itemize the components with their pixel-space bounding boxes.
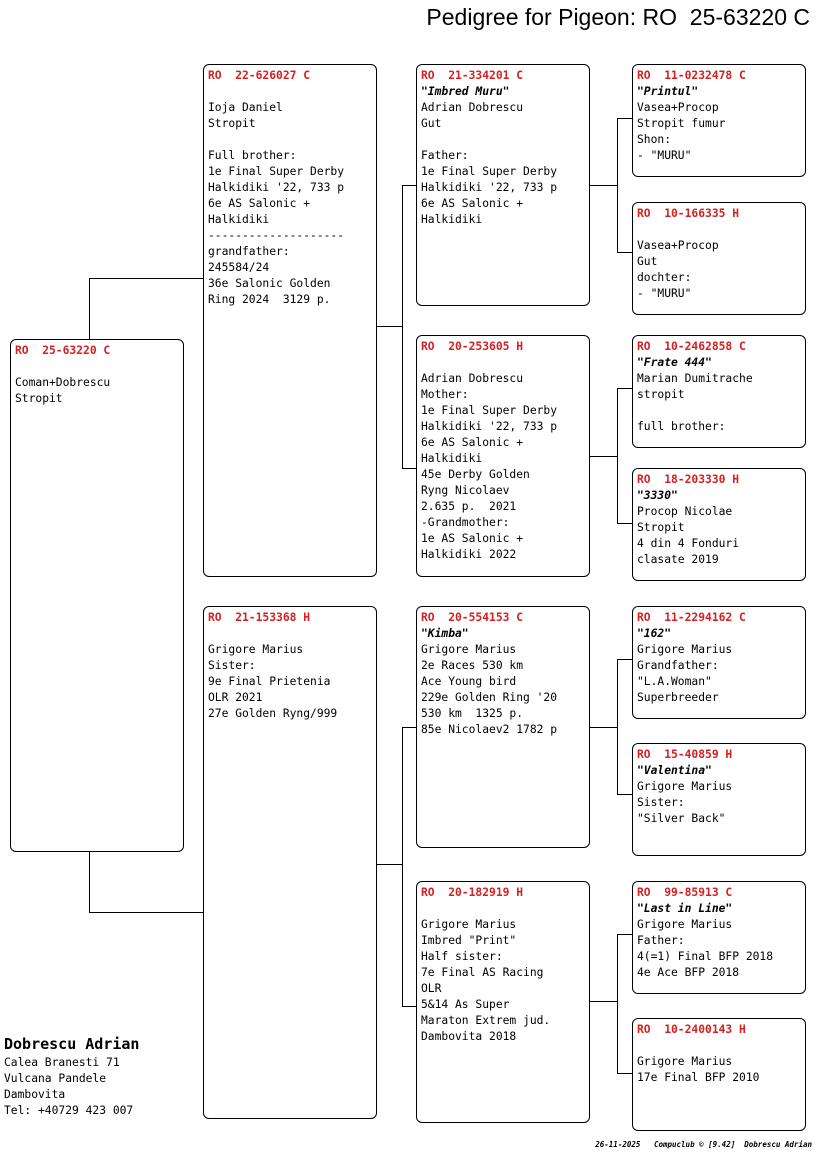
pedigree-info-line: - "MURU" bbox=[637, 149, 692, 162]
connector-line bbox=[617, 388, 633, 389]
pigeon-card-fmf[interactable] bbox=[632, 335, 806, 448]
connector-line bbox=[402, 727, 403, 1006]
pigeon-card-mmf[interactable] bbox=[632, 881, 806, 994]
pedigree-info-line bbox=[208, 84, 372, 100]
pedigree-info-line: Imbred "Print" bbox=[421, 934, 517, 947]
pedigree-info-line: Gut bbox=[421, 117, 442, 130]
connector-line bbox=[589, 727, 617, 728]
ring-number: RO 20-554153 C bbox=[421, 611, 524, 624]
connector-line bbox=[89, 852, 90, 912]
pedigree-info-line: Halkidiki bbox=[208, 213, 270, 226]
pedigree-info-line: OLR bbox=[421, 982, 442, 995]
pedigree-info-line: Ace Young bird bbox=[421, 675, 517, 688]
connector-line bbox=[402, 727, 417, 728]
pedigree-info-line: Halkidiki '22, 733 p bbox=[421, 420, 558, 433]
pedigree-info-line: clasate 2019 bbox=[637, 553, 719, 566]
pedigree-info-line: Marian Dumitrache bbox=[637, 372, 753, 385]
pedigree-info-line: 9e Final Prietenia bbox=[208, 675, 331, 688]
pedigree-info-line: Mother: bbox=[421, 388, 469, 401]
footer-credit: 26-11-2025 Compuclub © [9.42] Dobrescu Adrian bbox=[595, 1140, 812, 1149]
pedigree-info-line: Half sister: bbox=[421, 950, 503, 963]
ring-number: RO 10-166335 H bbox=[637, 207, 740, 220]
pedigree-info-line: Adrian Dobrescu bbox=[421, 372, 524, 385]
pedigree-info-line: Grigore Marius bbox=[637, 643, 733, 656]
connector-line bbox=[617, 659, 633, 660]
pedigree-info-line: Gut bbox=[637, 255, 658, 268]
pigeon-card-ffm[interactable] bbox=[632, 202, 806, 315]
connector-line bbox=[617, 523, 633, 524]
connector-line bbox=[402, 1006, 417, 1007]
pedigree-info-line: Stropit bbox=[15, 392, 63, 405]
pedigree-info-line: - "MURU" bbox=[637, 287, 692, 300]
pedigree-info-line bbox=[637, 222, 801, 238]
pedigree-info-line: Grigore Marius bbox=[637, 918, 733, 931]
ring-number: RO 21-153368 H bbox=[208, 611, 311, 624]
pedigree-info-line: 45e Derby Golden bbox=[421, 468, 530, 481]
connector-line bbox=[402, 185, 417, 186]
pedigree-info-line: 85e Nicolaev2 1782 p bbox=[421, 723, 558, 736]
pedigree-info-line: 36e Salonic Golden bbox=[208, 277, 331, 290]
pedigree-info-line bbox=[421, 901, 585, 917]
pigeon-card-fmm[interactable] bbox=[632, 468, 806, 581]
pedigree-info-line bbox=[208, 626, 372, 642]
ring-number: RO 18-203330 H bbox=[637, 473, 740, 486]
pigeon-card-mother-mother[interactable] bbox=[416, 881, 590, 1123]
pigeon-card-mmm[interactable] bbox=[632, 1018, 806, 1131]
connector-line bbox=[617, 934, 633, 935]
page-title: Pedigree for Pigeon: RO 25-63220 C bbox=[426, 4, 810, 30]
pedigree-info-line: Grigore Marius bbox=[421, 643, 517, 656]
pedigree-info-line: Stropit fumur bbox=[637, 117, 726, 130]
ring-number: RO 99-85913 C bbox=[637, 886, 733, 899]
pedigree-info-line: Full brother: bbox=[208, 149, 297, 162]
pedigree-info-line: Maraton Extrem jud. bbox=[421, 1014, 551, 1027]
pigeon-card-mfm[interactable] bbox=[632, 743, 806, 856]
pedigree-info-line: Ring 2024 3129 p. bbox=[208, 293, 331, 306]
pedigree-info-line: Adrian Dobrescu bbox=[421, 101, 524, 114]
owner-address-line: Dambovita bbox=[4, 1088, 66, 1101]
connector-line bbox=[589, 185, 617, 186]
owner-name: Dobrescu Adrian bbox=[4, 1035, 140, 1053]
pigeon-card-mother[interactable] bbox=[203, 606, 377, 1119]
pedigree-info-line: Halkidiki bbox=[421, 213, 483, 226]
pedigree-info-line: Ryng Nicolaev bbox=[421, 484, 510, 497]
pigeon-name: "162" bbox=[637, 627, 672, 640]
pedigree-info-line: 4(=1) Final BFP 2018 bbox=[637, 950, 774, 963]
pedigree-info-line: OLR 2021 bbox=[208, 691, 263, 704]
pedigree-info-line: 1e AS Salonic + bbox=[421, 532, 524, 545]
pedigree-info-line: 7e Final AS Racing bbox=[421, 966, 544, 979]
owner-address-line: Vulcana Pandele bbox=[4, 1072, 107, 1085]
pigeon-card-subject[interactable] bbox=[10, 339, 184, 852]
pedigree-info-line bbox=[208, 132, 372, 148]
pedigree-info-line: Halkidiki 2022 bbox=[421, 548, 517, 561]
pedigree-info-line: 1e Final Super Derby bbox=[421, 404, 558, 417]
connector-line bbox=[617, 934, 618, 1073]
pedigree-info-line: Grigore Marius bbox=[637, 1055, 733, 1068]
pedigree-info-line: Halkidiki '22, 733 p bbox=[421, 181, 558, 194]
connector-line bbox=[617, 659, 618, 794]
owner-info bbox=[4, 1033, 139, 1119]
connector-line bbox=[617, 118, 618, 252]
pedigree-info-line: Vasea+Procop bbox=[637, 101, 719, 114]
pedigree-info-line: 2e Races 530 km bbox=[421, 659, 524, 672]
pedigree-info-line bbox=[421, 132, 585, 148]
pedigree-info-line: Sister: bbox=[637, 796, 685, 809]
pigeon-name: "3330" bbox=[637, 489, 678, 502]
pedigree-info-line: -Grandmother: bbox=[421, 516, 510, 529]
pigeon-card-fff[interactable] bbox=[632, 64, 806, 177]
connector-line bbox=[402, 468, 417, 469]
connector-line bbox=[617, 1073, 633, 1074]
pedigree-info-line: 4 din 4 Fonduri bbox=[637, 537, 740, 550]
pedigree-info-line: Dambovita 2018 bbox=[421, 1030, 517, 1043]
pedigree-info-line: Sister: bbox=[208, 659, 256, 672]
ring-number: RO 10-2400143 H bbox=[637, 1023, 746, 1036]
pedigree-info-line bbox=[637, 1038, 801, 1054]
pedigree-info-line: 4e Ace BFP 2018 bbox=[637, 966, 740, 979]
pedigree-info-line: 530 km 1325 p. bbox=[421, 707, 524, 720]
pigeon-card-father-father[interactable] bbox=[416, 64, 590, 306]
pedigree-info-line: "Silver Back" bbox=[637, 812, 726, 825]
pedigree-info-line: Father: bbox=[421, 149, 469, 162]
pedigree-info-line: 229e Golden Ring '20 bbox=[421, 691, 558, 704]
pedigree-info-line: Grigore Marius bbox=[637, 780, 733, 793]
connector-line bbox=[617, 388, 618, 523]
pedigree-info-line: 1e Final Super Derby bbox=[208, 165, 345, 178]
pedigree-info-line: Superbreeder bbox=[637, 691, 719, 704]
pigeon-card-father[interactable] bbox=[203, 64, 377, 577]
pedigree-info-line: 2.635 p. 2021 bbox=[421, 500, 517, 513]
pigeon-name: "Printul" bbox=[637, 85, 699, 98]
pedigree-info-line bbox=[15, 359, 179, 375]
pigeon-name: "Last in Line" bbox=[637, 902, 733, 915]
ring-number: RO 10-2462858 C bbox=[637, 340, 746, 353]
pigeon-card-mff[interactable] bbox=[632, 606, 806, 719]
owner-address-line: Calea Branesti 71 bbox=[4, 1056, 120, 1069]
ring-number: RO 21-334201 C bbox=[421, 69, 524, 82]
connector-line bbox=[589, 1001, 617, 1002]
connector-line bbox=[617, 794, 633, 795]
pedigree-info-line: full brother: bbox=[637, 420, 726, 433]
pedigree-info-line: Grigore Marius bbox=[208, 643, 304, 656]
pedigree-info-line: -------------------- bbox=[208, 229, 345, 242]
pigeon-name: "Valentina" bbox=[637, 764, 712, 777]
ring-number: RO 25-63220 C bbox=[15, 344, 111, 357]
ring-number: RO 11-2294162 C bbox=[637, 611, 746, 624]
pedigree-info-line bbox=[421, 355, 585, 371]
pedigree-info-line: 17e Final BFP 2010 bbox=[637, 1071, 760, 1084]
pedigree-info-line: 6e AS Salonic + bbox=[421, 197, 524, 210]
connector-line bbox=[376, 326, 402, 327]
pedigree-info-line: Procop Nicolae bbox=[637, 505, 733, 518]
pedigree-info-line: Grigore Marius bbox=[421, 918, 517, 931]
connector-line bbox=[376, 864, 402, 865]
pigeon-name: "Frate 444" bbox=[637, 356, 712, 369]
pedigree-info-line: stropit bbox=[637, 388, 685, 401]
ring-number: RO 11-0232478 C bbox=[637, 69, 746, 82]
pedigree-info-line: 27e Golden Ryng/999 bbox=[208, 707, 338, 720]
pigeon-name: "Kimba" bbox=[421, 627, 469, 640]
connector-line bbox=[89, 278, 90, 340]
pedigree-info-line: Stropit bbox=[637, 521, 685, 534]
connector-line bbox=[617, 252, 633, 253]
pedigree-info-line: Shon: bbox=[637, 133, 672, 146]
owner-phone: Tel: +40729 423 007 bbox=[4, 1104, 134, 1117]
connector-line bbox=[89, 278, 204, 279]
pedigree-info-line: Father: bbox=[637, 934, 685, 947]
pedigree-info-line: grandfather: bbox=[208, 245, 290, 258]
connector-line bbox=[589, 456, 617, 457]
ring-number: RO 15-40859 H bbox=[637, 748, 733, 761]
pigeon-name: "Imbred Muru" bbox=[421, 85, 510, 98]
pedigree-info-line: Halkidiki bbox=[421, 452, 483, 465]
pedigree-info-line bbox=[637, 403, 801, 419]
connector-line bbox=[617, 118, 633, 119]
pedigree-info-line: "L.A.Woman" bbox=[637, 675, 712, 688]
pedigree-info-line: 6e AS Salonic + bbox=[421, 436, 524, 449]
pedigree-info-line: Coman+Dobrescu bbox=[15, 376, 111, 389]
connector-line bbox=[402, 185, 403, 468]
ring-number: RO 22-626027 C bbox=[208, 69, 311, 82]
pedigree-info-line: 5&14 As Super bbox=[421, 998, 510, 1011]
pedigree-info-line: dochter: bbox=[637, 271, 692, 284]
ring-number: RO 20-253605 H bbox=[421, 340, 524, 353]
pigeon-card-mother-father[interactable] bbox=[416, 606, 590, 848]
ring-number: RO 20-182919 H bbox=[421, 886, 524, 899]
pedigree-info-line: 245584/24 bbox=[208, 261, 270, 274]
connector-line bbox=[89, 912, 204, 913]
pedigree-info-line: Stropit bbox=[208, 117, 256, 130]
pedigree-info-line: 6e AS Salonic + bbox=[208, 197, 311, 210]
pedigree-info-line: 1e Final Super Derby bbox=[421, 165, 558, 178]
pedigree-info-line: Vasea+Procop bbox=[637, 239, 719, 252]
pedigree-info-line: Halkidiki '22, 733 p bbox=[208, 181, 345, 194]
pigeon-card-father-mother[interactable] bbox=[416, 335, 590, 577]
pedigree-info-line: Grandfather: bbox=[637, 659, 719, 672]
pedigree-info-line: Ioja Daniel bbox=[208, 101, 283, 114]
